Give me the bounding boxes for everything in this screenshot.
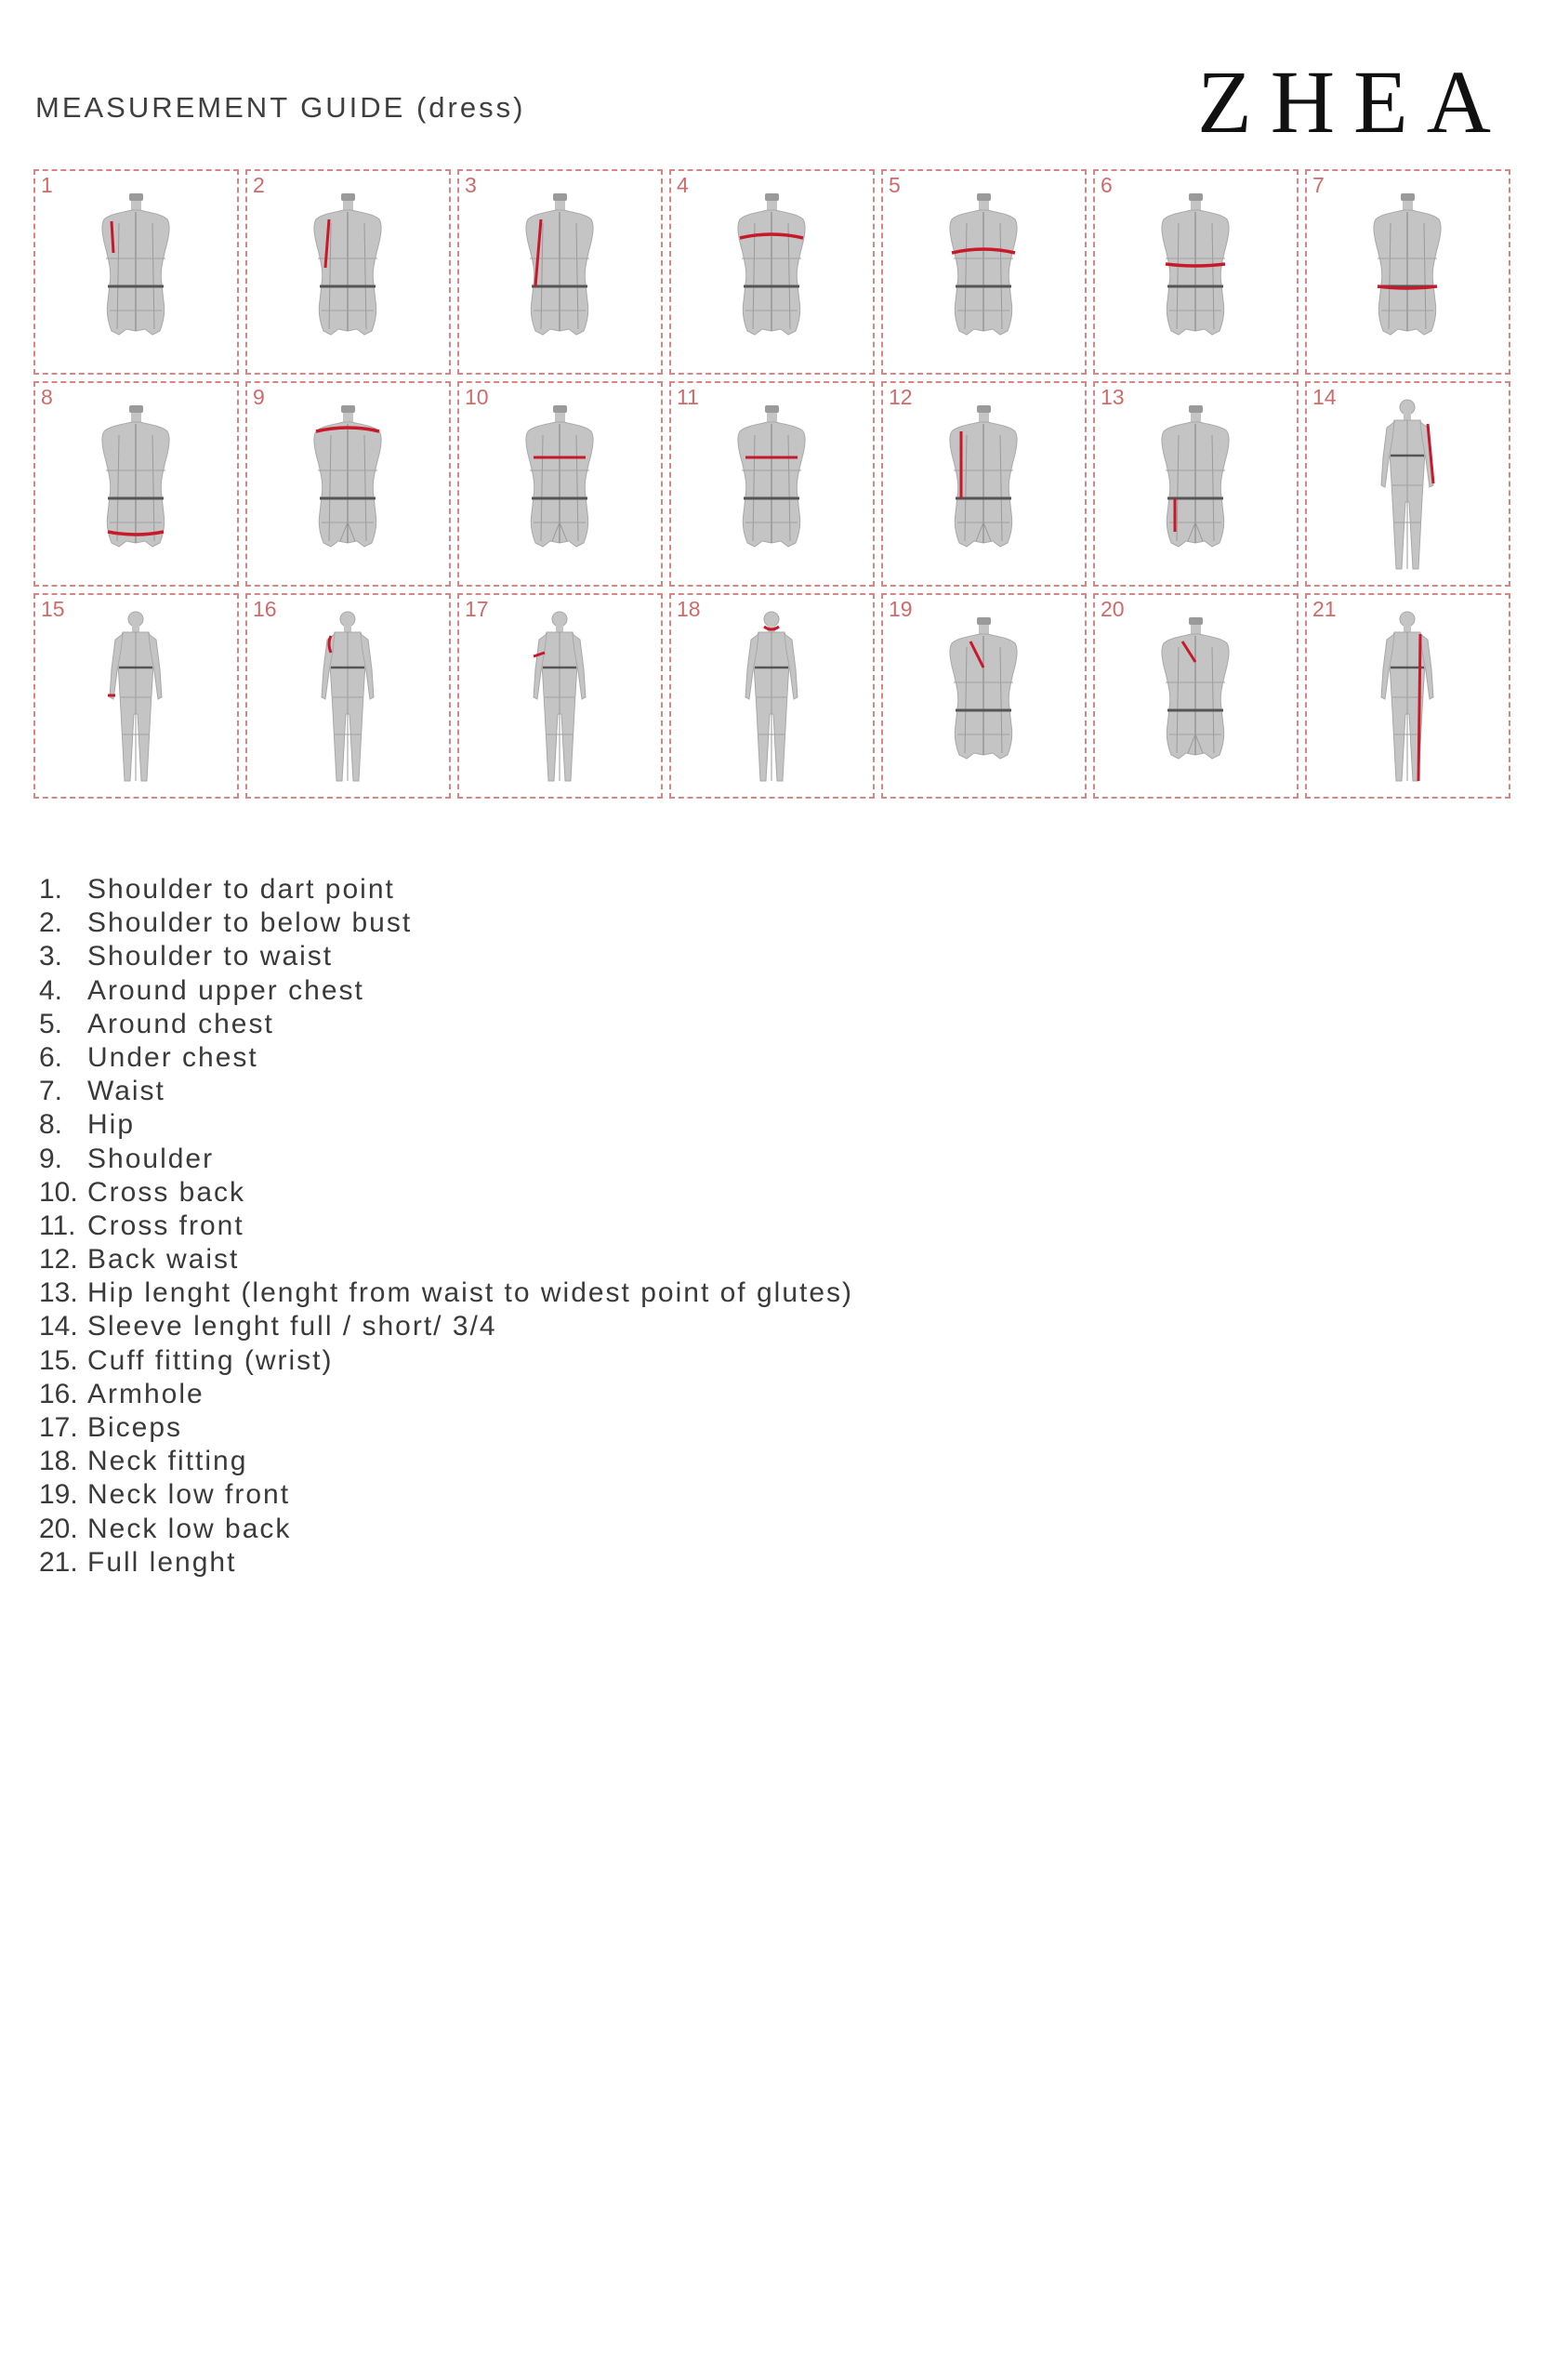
list-item-number: 6. [39, 1041, 63, 1073]
figure-cell [1305, 381, 1510, 587]
figure-cell [457, 381, 663, 587]
list-item-number: 11. [39, 1210, 76, 1241]
brand-logo: ZHEA [1197, 52, 1510, 152]
list-item-number: 4. [39, 974, 63, 1006]
figure-number: 9 [253, 385, 265, 409]
list-item-number: 3. [39, 941, 63, 972]
list-item-number: 17. [39, 1412, 78, 1443]
list-item-label: Shoulder to waist [87, 941, 334, 972]
figure-cell [669, 593, 875, 799]
list-item-label: Shoulder [87, 1143, 215, 1174]
figure-number: 10 [465, 385, 489, 409]
figure-number: 8 [41, 385, 53, 409]
torso-back-dress-form-icon [459, 383, 661, 585]
full-body-dress-form-icon [1307, 595, 1509, 797]
page-title: MEASUREMENT GUIDE (dress) [35, 91, 526, 124]
figure-number: 1 [41, 173, 53, 197]
figure-number: 6 [1101, 173, 1113, 197]
list-item [39, 1547, 853, 1580]
torso-front-dress-form-icon [35, 383, 237, 585]
list-item-label: Around upper chest [87, 974, 364, 1006]
figure-cell [881, 381, 1087, 587]
list-item [39, 1514, 853, 1547]
figure-cell [1305, 593, 1510, 799]
torso-front-dress-form-icon [883, 595, 1085, 797]
list-item-number: 12. [39, 1244, 78, 1276]
figure-cell [245, 593, 451, 799]
figure-cell [669, 381, 875, 587]
list-item-label: Sleeve lenght full / short/ 3/4 [87, 1311, 497, 1342]
list-item-number: 7. [39, 1076, 63, 1107]
list-item-number: 2. [39, 907, 63, 939]
list-item [39, 1177, 853, 1210]
torso-front-dress-form-icon [1095, 171, 1297, 373]
list-item-number: 19. [39, 1479, 78, 1511]
figure-cell [1305, 169, 1510, 375]
list-item-label: Cuff fitting (wrist) [87, 1344, 334, 1376]
figure-number: 7 [1312, 173, 1325, 197]
list-item [39, 1244, 853, 1277]
list-item-label: Around chest [87, 1008, 274, 1039]
list-item [39, 907, 853, 941]
figure-cell [457, 169, 663, 375]
list-item-number: 18. [39, 1446, 78, 1477]
figure-number: 18 [677, 597, 701, 621]
measurement-figure-grid [33, 169, 1511, 800]
figure-number: 2 [253, 173, 265, 197]
figure-cell [669, 169, 875, 375]
list-item [39, 941, 853, 974]
figure-cell [1093, 169, 1299, 375]
list-item-number: 14. [39, 1311, 78, 1342]
list-item-number: 20. [39, 1513, 78, 1544]
figure-cell [245, 169, 451, 375]
list-item [39, 975, 853, 1009]
torso-back-dress-form-icon [1095, 595, 1297, 797]
figure-number: 19 [889, 597, 913, 621]
figure-number: 20 [1101, 597, 1125, 621]
list-item-number: 10. [39, 1176, 78, 1208]
torso-front-dress-form-icon [459, 171, 661, 373]
torso-front-dress-form-icon [35, 171, 237, 373]
list-item [39, 1479, 853, 1513]
list-item-number: 13. [39, 1277, 78, 1309]
list-item [39, 1109, 853, 1143]
figure-number: 16 [253, 597, 277, 621]
full-body-dress-form-icon [671, 595, 873, 797]
torso-front-dress-form-icon [671, 171, 873, 373]
list-item-label: Armhole [87, 1378, 204, 1409]
list-item-number: 1. [39, 874, 63, 905]
list-item-number: 15. [39, 1344, 78, 1376]
list-item-label: Shoulder to below bust [87, 907, 413, 939]
list-item-label: Under chest [87, 1041, 258, 1073]
list-item-number: 5. [39, 1008, 63, 1039]
figure-cell [1093, 381, 1299, 587]
measurement-list [39, 874, 853, 1580]
figure-number: 5 [889, 173, 901, 197]
figure-cell [33, 593, 239, 799]
list-item-number: 16. [39, 1378, 78, 1409]
list-item-label: Full lenght [87, 1546, 237, 1578]
list-item [39, 1210, 853, 1244]
list-item-number: 21. [39, 1546, 78, 1578]
list-item [39, 1412, 853, 1446]
list-item-label: Hip lenght (lenght from waist to widest point of glutes) [87, 1277, 854, 1309]
list-item-label: Back waist [87, 1244, 240, 1276]
figure-number: 12 [889, 385, 913, 409]
list-item-label: Hip [87, 1109, 136, 1141]
list-item-label: Shoulder to dart point [87, 874, 395, 905]
list-item-number: 8. [39, 1109, 63, 1141]
list-item-label: Neck fitting [87, 1446, 248, 1477]
figure-cell [33, 381, 239, 587]
list-item [39, 874, 853, 907]
figure-cell [881, 593, 1087, 799]
figure-number: 11 [677, 385, 699, 409]
figure-cell [457, 593, 663, 799]
figure-number: 13 [1101, 385, 1125, 409]
torso-front-dress-form-icon [1307, 171, 1509, 373]
torso-front-dress-form-icon [671, 383, 873, 585]
figure-cell [33, 169, 239, 375]
list-item [39, 1379, 853, 1412]
full-body-dress-form-icon [35, 595, 237, 797]
torso-back-dress-form-icon [883, 383, 1085, 585]
figure-number: 15 [41, 597, 65, 621]
torso-back-dress-form-icon [1095, 383, 1297, 585]
figure-cell [881, 169, 1087, 375]
full-body-dress-form-icon [459, 595, 661, 797]
list-item-label: Waist [87, 1076, 165, 1107]
list-item [39, 1345, 853, 1379]
figure-number: 3 [465, 173, 477, 197]
list-item-label: Cross back [87, 1176, 246, 1208]
list-item [39, 1277, 853, 1311]
list-item [39, 1311, 853, 1344]
torso-back-dress-form-icon [247, 383, 449, 585]
list-item-label: Cross front [87, 1210, 244, 1241]
list-item-label: Biceps [87, 1412, 183, 1443]
figure-number: 21 [1312, 597, 1337, 621]
figure-cell [245, 381, 451, 587]
figure-cell [1093, 593, 1299, 799]
torso-front-dress-form-icon [247, 171, 449, 373]
list-item-label: Neck low front [87, 1479, 291, 1511]
list-item [39, 1042, 853, 1076]
figure-number: 14 [1312, 385, 1337, 409]
figure-number: 4 [677, 173, 689, 197]
list-item [39, 1076, 853, 1109]
figure-number: 17 [465, 597, 489, 621]
list-item [39, 1144, 853, 1177]
full-body-dress-form-icon [1307, 383, 1509, 585]
list-item [39, 1009, 853, 1042]
list-item-number: 9. [39, 1143, 63, 1174]
full-body-dress-form-icon [247, 595, 449, 797]
list-item-label: Neck low back [87, 1513, 292, 1544]
torso-front-dress-form-icon [883, 171, 1085, 373]
list-item [39, 1446, 853, 1479]
